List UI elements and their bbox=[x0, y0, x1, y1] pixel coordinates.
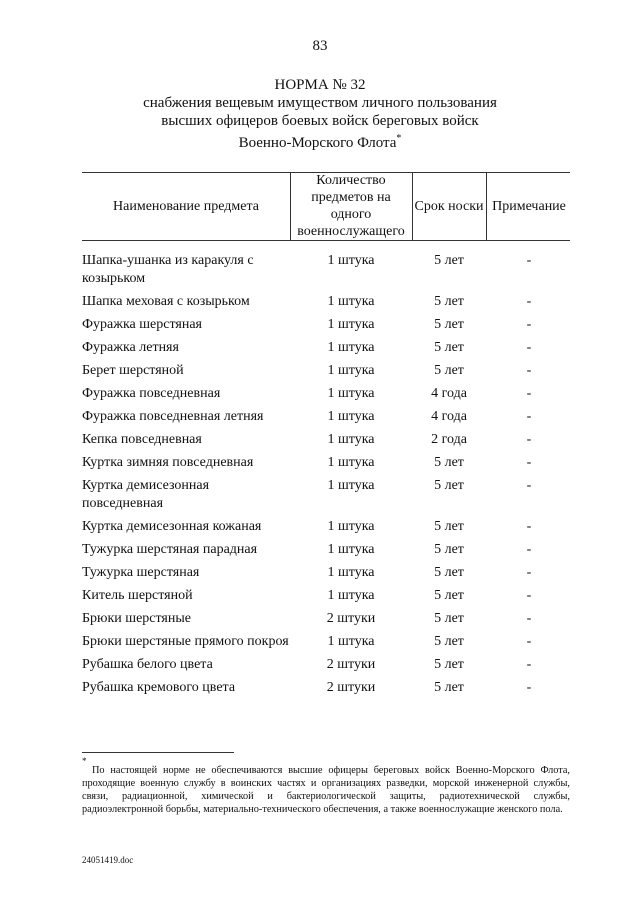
footnote-mark: * bbox=[82, 756, 87, 766]
cell-item-name: Китель шерстяной bbox=[82, 588, 193, 603]
title-line-officers: высших офицеров боевых войск береговых войск bbox=[161, 113, 479, 129]
cell-wear-term: 5 лет bbox=[434, 634, 464, 649]
cell-quantity: 2 штуки bbox=[326, 611, 376, 626]
cell-item-name: Куртка зимняя повседневная bbox=[82, 455, 254, 470]
cell-wear-term: 5 лет bbox=[434, 455, 464, 470]
cell-item-name: Куртка демисезонная кожаная bbox=[82, 519, 262, 534]
cell-quantity: 1 штука bbox=[327, 634, 375, 649]
cell-quantity: 1 штука bbox=[327, 455, 375, 470]
cell-item-name: Фуражка повседневная bbox=[82, 386, 221, 401]
cell-note: - bbox=[526, 542, 532, 557]
cell-quantity: 1 штука bbox=[327, 294, 375, 309]
cell-item-name: Куртка демисезонная повседневная bbox=[82, 478, 210, 511]
cell-note: - bbox=[526, 317, 532, 332]
cell-wear-term: 5 лет bbox=[434, 363, 464, 378]
cell-note: - bbox=[526, 409, 532, 424]
cell-wear-term: 5 лет bbox=[434, 294, 464, 309]
page-number: 83 bbox=[312, 38, 328, 54]
table-row bbox=[82, 362, 572, 380]
cell-item-name: Фуражка повседневная летняя bbox=[82, 409, 264, 424]
cell-wear-term: 5 лет bbox=[434, 542, 464, 557]
cell-note: - bbox=[526, 565, 532, 580]
table-row bbox=[82, 587, 572, 605]
cell-wear-term: 2 года bbox=[431, 432, 467, 447]
column-header-name: Наименование предмета bbox=[113, 198, 259, 214]
cell-quantity: 1 штука bbox=[327, 253, 375, 268]
title-line-supply: снабжения вещевым имуществом личного пользования bbox=[143, 95, 497, 111]
cell-quantity: 2 штуки bbox=[326, 657, 376, 672]
table-row bbox=[82, 339, 572, 357]
cell-wear-term: 5 лет bbox=[434, 519, 464, 534]
table-row bbox=[82, 518, 572, 536]
cell-item-name: Шапка-ушанка из каракуля с козырьком bbox=[82, 253, 254, 286]
cell-note: - bbox=[526, 634, 532, 649]
title-navy-text: Военно-Морского Флота bbox=[238, 135, 397, 151]
title-line-navy bbox=[0, 130, 640, 152]
table-row bbox=[82, 431, 572, 449]
table-row bbox=[82, 679, 572, 697]
cell-quantity: 2 штуки bbox=[326, 680, 376, 695]
table-row bbox=[82, 656, 572, 674]
cell-note: - bbox=[526, 657, 532, 672]
cell-item-name: Фуражка летняя bbox=[82, 340, 179, 355]
cell-item-name: Кепка повседневная bbox=[82, 432, 202, 447]
table-row bbox=[82, 454, 572, 472]
footnote-separator bbox=[82, 752, 234, 753]
cell-quantity: 1 штука bbox=[327, 519, 375, 534]
table-row bbox=[82, 610, 572, 628]
cell-quantity: 1 штука bbox=[327, 542, 375, 557]
cell-quantity: 1 штука bbox=[327, 317, 375, 332]
cell-note: - bbox=[526, 588, 532, 603]
cell-item-name: Тужурка шерстяная парадная bbox=[82, 542, 258, 557]
table-row bbox=[82, 293, 572, 311]
cell-wear-term: 4 года bbox=[431, 409, 467, 424]
cell-quantity: 1 штука bbox=[327, 363, 375, 378]
table-row bbox=[82, 252, 572, 288]
table-header-bottom-rule bbox=[82, 240, 570, 241]
cell-note: - bbox=[526, 253, 532, 268]
cell-note: - bbox=[526, 519, 532, 534]
cell-note: - bbox=[526, 478, 532, 493]
cell-note: - bbox=[526, 432, 532, 447]
cell-note: - bbox=[526, 386, 532, 401]
column-header-quantity: Количество предметов на одного военнослужащего bbox=[297, 173, 405, 239]
cell-note: - bbox=[526, 363, 532, 378]
cell-quantity: 1 штука bbox=[327, 340, 375, 355]
cell-wear-term: 5 лет bbox=[434, 680, 464, 695]
column-header-term: Срок носки bbox=[414, 198, 484, 214]
cell-quantity: 1 штука bbox=[327, 386, 375, 401]
cell-item-name: Брюки шерстяные bbox=[82, 611, 191, 626]
document-file-code: 24051419.doc bbox=[82, 855, 134, 865]
column-header-note: Примечание bbox=[492, 198, 566, 214]
table-row bbox=[82, 316, 572, 334]
cell-item-name: Рубашка кремового цвета bbox=[82, 680, 236, 695]
table-row bbox=[82, 541, 572, 559]
cell-wear-term: 5 лет bbox=[434, 657, 464, 672]
cell-wear-term: 5 лет bbox=[434, 588, 464, 603]
table-body bbox=[82, 252, 572, 702]
cell-note: - bbox=[526, 294, 532, 309]
cell-quantity: 1 штука bbox=[327, 565, 375, 580]
cell-note: - bbox=[526, 455, 532, 470]
cell-quantity: 1 штука bbox=[327, 478, 375, 493]
cell-wear-term: 4 года bbox=[431, 386, 467, 401]
cell-wear-term: 5 лет bbox=[434, 317, 464, 332]
cell-wear-term: 5 лет bbox=[434, 565, 464, 580]
table-row bbox=[82, 564, 572, 582]
cell-quantity: 1 штука bbox=[327, 588, 375, 603]
table-row bbox=[82, 408, 572, 426]
cell-wear-term: 5 лет bbox=[434, 340, 464, 355]
cell-item-name: Рубашка белого цвета bbox=[82, 657, 213, 672]
footnote-text: По настоящей норме не обеспечиваются высшие офицеры береговых войск Военно-Морского Флота, проходящие военную службу в воинских частях и организациях разведки, морской инженерной службы, связи, радиационной, химической и бактериологической защиты, радиотехнической службы, радиоэлектронной борьбы, материально-технического обеспечения, а также военнослужащие женского пола. bbox=[82, 765, 570, 815]
table-row bbox=[82, 385, 572, 403]
cell-wear-term: 5 лет bbox=[434, 478, 464, 493]
cell-item-name: Шапка меховая с козырьком bbox=[82, 294, 250, 309]
table-row bbox=[82, 633, 572, 651]
cell-note: - bbox=[526, 680, 532, 695]
cell-quantity: 1 штука bbox=[327, 432, 375, 447]
cell-item-name: Брюки шерстяные прямого покроя bbox=[82, 634, 289, 649]
table-row bbox=[82, 477, 572, 513]
title-norm-number: НОРМА № 32 bbox=[274, 77, 366, 93]
document-title bbox=[0, 76, 640, 152]
cell-note: - bbox=[526, 611, 532, 626]
cell-item-name: Фуражка шерстяная bbox=[82, 317, 202, 332]
cell-item-name: Тужурка шерстяная bbox=[82, 565, 200, 580]
cell-wear-term: 5 лет bbox=[434, 611, 464, 626]
cell-wear-term: 5 лет bbox=[434, 253, 464, 268]
cell-quantity: 1 штука bbox=[327, 409, 375, 424]
title-footnote-mark: * bbox=[396, 133, 402, 144]
cell-item-name: Берет шерстяной bbox=[82, 363, 184, 378]
cell-note: - bbox=[526, 340, 532, 355]
